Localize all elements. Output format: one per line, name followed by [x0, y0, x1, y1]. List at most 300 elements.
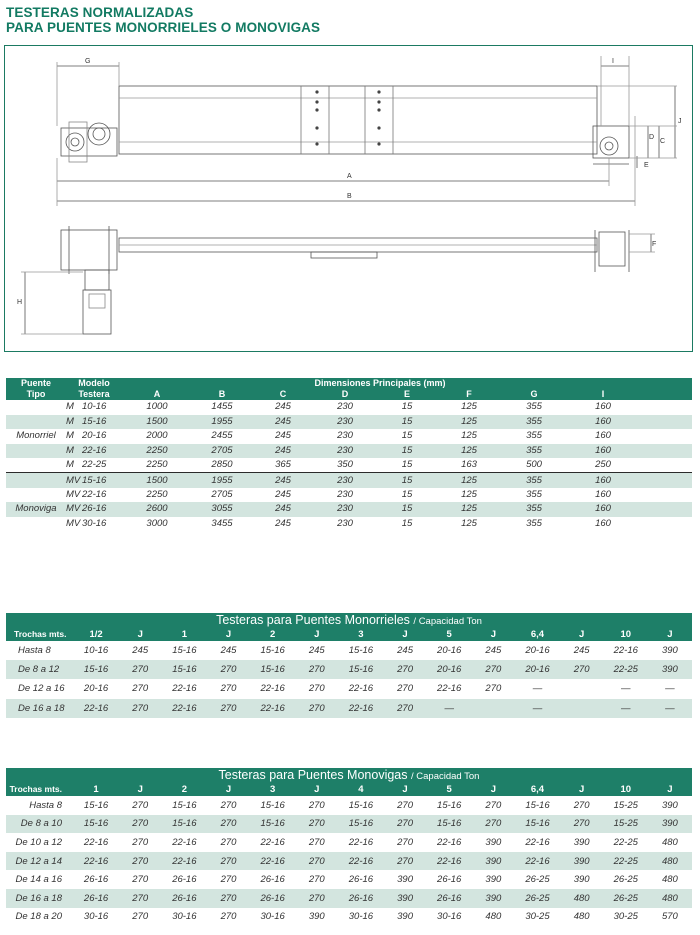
header-col: 4 — [339, 782, 383, 796]
table-row — [6, 870, 692, 889]
cell-value: 270 — [118, 889, 162, 908]
cell-tipo — [6, 517, 66, 532]
cell-value: 270 — [220, 874, 237, 886]
cell-model: 15-16 — [82, 473, 122, 488]
cell-trocha: Hasta 8 — [29, 799, 62, 811]
cell-value: 15 — [376, 502, 438, 517]
cell-value: 22-16 — [162, 699, 206, 718]
cell-value: 26-16 — [83, 874, 109, 886]
cell-value: 570 — [661, 911, 678, 923]
cell-value: 270 — [118, 815, 162, 834]
header-f: F — [438, 389, 500, 400]
cell-value: — — [665, 683, 675, 695]
cell-value: 15-16 — [525, 799, 550, 811]
cell-value: 270 — [383, 815, 427, 834]
cell-value: 15-16 — [339, 815, 383, 834]
cell-value: 2250 — [122, 444, 192, 459]
cell-value: 125 — [461, 518, 477, 530]
header-c: C — [252, 389, 314, 400]
cell-value: 160 — [568, 502, 638, 517]
cell-trocha: De 16 a 18 — [6, 699, 74, 718]
cell-value: 30-25 — [613, 911, 638, 923]
cell-value: 2000 — [146, 430, 168, 442]
monovigas-subtitle: / Capacidad Ton — [410, 771, 480, 782]
cell-prefix: M — [66, 444, 82, 459]
cell-value: 125 — [438, 473, 500, 488]
cell-value: 15-16 — [251, 815, 295, 834]
cell-value: 270 — [220, 683, 237, 695]
cell-prefix: MV — [66, 518, 81, 530]
cell-value: 480 — [648, 852, 692, 871]
header-col: J — [648, 782, 692, 796]
header-col: J — [560, 627, 604, 641]
cell-value: 270 — [485, 683, 502, 695]
dimension-row — [6, 517, 692, 532]
table-row — [6, 699, 692, 718]
cell-value: 125 — [461, 430, 477, 442]
right-end-truck — [593, 126, 629, 158]
cell-model: 22-16 — [82, 488, 107, 500]
cell-value: 1000 — [146, 401, 168, 413]
cell-value: 270 — [308, 799, 325, 811]
label-d: D — [649, 134, 655, 141]
cell-value: 270 — [295, 660, 339, 679]
cell-value: 270 — [471, 815, 515, 834]
label-a: A — [347, 173, 352, 180]
cell-value: 245 — [252, 415, 314, 430]
cell-value: 15-16 — [162, 815, 206, 834]
cell-value: 15 — [401, 518, 413, 530]
cell-value: 480 — [661, 874, 678, 886]
cell-value: 26-16 — [348, 874, 374, 886]
cell-value: 270 — [206, 815, 250, 834]
cell-tipo — [6, 473, 66, 488]
cell-value: 245 — [397, 645, 413, 657]
cell-value: 270 — [471, 660, 515, 679]
cell-value: — — [648, 699, 692, 718]
monorrieles-title-bar — [6, 613, 692, 627]
monovigas-table — [6, 782, 692, 926]
cell-value: 15-16 — [515, 815, 559, 834]
cell-value: 22-16 — [437, 836, 462, 848]
cell-value: 245 — [252, 473, 314, 488]
cell-trocha: De 10 a 12 — [15, 836, 62, 848]
header-col: 2 — [251, 627, 295, 641]
cell-value: 22-16 — [172, 683, 197, 695]
cell-empty — [638, 517, 692, 532]
cell-value: 3055 — [192, 502, 252, 517]
cell-value: 355 — [526, 430, 542, 442]
cell-value: 15 — [401, 401, 413, 413]
cell-value: 30-16 — [172, 911, 197, 923]
cell-trocha: De 8 a 10 — [6, 815, 74, 834]
cell-model: 15-16 — [82, 415, 122, 430]
cell-value: 270 — [295, 889, 339, 908]
header-col: J — [648, 627, 692, 641]
cell-value: 365 — [275, 459, 291, 471]
cell-value: 245 — [252, 444, 314, 459]
table-row — [6, 833, 692, 852]
header-col: J — [383, 627, 427, 641]
cell-value: 250 — [595, 459, 611, 471]
cell-value: 355 — [500, 444, 568, 459]
cell-value — [471, 699, 515, 718]
cell-tipo — [6, 444, 66, 459]
cell-value: 160 — [568, 473, 638, 488]
cell-value: 270 — [132, 911, 149, 923]
cell-value: 245 — [308, 645, 325, 657]
cell-value: 125 — [461, 488, 477, 500]
header-col: 1/2 — [74, 627, 118, 641]
cell-value: 15-16 — [339, 660, 383, 679]
cell-value: 270 — [220, 799, 237, 811]
cell-value: 355 — [526, 518, 542, 530]
cell-value: 390 — [383, 889, 427, 908]
cell-tipo — [6, 458, 66, 473]
cell-value: 26-25 — [525, 874, 550, 886]
cell-value: 125 — [438, 415, 500, 430]
cell-value: 270 — [132, 799, 149, 811]
cell-value: 22-25 — [613, 836, 638, 848]
cell-value: 2250 — [146, 488, 168, 500]
cell-value: 26-16 — [437, 874, 462, 886]
cell-value: 245 — [220, 645, 237, 657]
header-d: D — [314, 389, 376, 400]
cell-prefix: M — [66, 401, 74, 413]
monorrieles-subtitle: / Capacidad Ton — [413, 616, 482, 627]
page-title — [6, 5, 320, 35]
cell-value: 390 — [471, 889, 515, 908]
cell-empty — [638, 458, 692, 473]
cell-value: 270 — [132, 874, 149, 886]
cell-value: 22-16 — [525, 836, 550, 848]
header-tipo: Tipo — [6, 389, 66, 400]
cell-value: 15 — [376, 444, 438, 459]
cell-value: 270 — [206, 699, 250, 718]
cell-value: 15 — [401, 488, 413, 500]
cell-value: 22-16 — [162, 852, 206, 871]
cell-value: 270 — [118, 852, 162, 871]
cell-tipo — [6, 488, 66, 503]
cell-value: 15-16 — [74, 660, 118, 679]
cell-value: 26-16 — [427, 889, 471, 908]
cell-value: 355 — [500, 473, 568, 488]
label-f: F — [652, 241, 657, 248]
cell-value: 390 — [560, 852, 604, 871]
cell-value: 30-16 — [83, 911, 109, 923]
cell-value: 26-25 — [515, 889, 559, 908]
cell-value: 390 — [661, 799, 678, 811]
cell-value: 480 — [560, 889, 604, 908]
cell-value: 15 — [401, 459, 413, 471]
cell-value: 30-16 — [348, 911, 374, 923]
cell-value: 20-16 — [427, 660, 471, 679]
cell-value: 230 — [337, 430, 353, 442]
cell-value: 22-16 — [427, 852, 471, 871]
cell-value: 15-16 — [251, 660, 295, 679]
cell-value: 26-25 — [604, 889, 648, 908]
cell-tipo — [6, 415, 66, 430]
cell-value: 22-16 — [74, 852, 118, 871]
cell-value: 22-16 — [74, 699, 118, 718]
header-col: 10 — [604, 627, 648, 641]
cell-value: 160 — [595, 401, 611, 413]
cell-trocha: Hasta 8 — [18, 645, 51, 657]
table-row — [6, 796, 692, 815]
cell-value: 390 — [573, 836, 590, 848]
header-col: J — [295, 782, 339, 796]
cell-value: 270 — [206, 852, 250, 871]
cell-trocha: De 12 a 14 — [6, 852, 74, 871]
label-b: B — [347, 193, 352, 200]
cell-value: 160 — [568, 444, 638, 459]
cell-value — [560, 699, 604, 718]
cell-value: 22-16 — [260, 683, 285, 695]
cell-value: 160 — [595, 430, 611, 442]
cell-value: 160 — [568, 415, 638, 430]
cell-value: 270 — [397, 836, 413, 848]
dimension-row — [6, 429, 692, 444]
header-trochas: Trochas mts. — [6, 782, 74, 796]
cell-value: 390 — [471, 852, 515, 871]
cell-value: 270 — [132, 683, 149, 695]
cell-value: 390 — [397, 874, 413, 886]
cell-value: 22-16 — [613, 645, 638, 657]
cell-value: 15-16 — [83, 799, 109, 811]
cell-empty — [638, 488, 692, 503]
dimension-row — [6, 488, 692, 503]
cell-value: 230 — [314, 444, 376, 459]
label-c: C — [660, 138, 666, 145]
cell-value: 245 — [275, 430, 291, 442]
cell-trocha: De 14 a 16 — [15, 874, 62, 886]
cell-value: 163 — [461, 459, 477, 471]
cell-model: 26-16 — [82, 502, 122, 517]
cell-value: 22-16 — [339, 852, 383, 871]
cell-value: 15 — [401, 430, 413, 442]
cell-value: 1500 — [122, 415, 192, 430]
cell-value: 22-16 — [172, 836, 197, 848]
cell-value: 390 — [661, 645, 678, 657]
header-trochas: Trochas mts. — [6, 627, 74, 641]
header-modelo: Modelo — [66, 378, 122, 389]
cell-value: 15-16 — [348, 645, 374, 657]
header-col: 3 — [339, 627, 383, 641]
cell-value: 22-16 — [348, 683, 374, 695]
cell-prefix: MV — [66, 488, 81, 500]
cell-value: 480 — [661, 836, 678, 848]
cell-value: 15 — [376, 473, 438, 488]
cell-model: 10-16 — [82, 401, 107, 413]
cell-value: 355 — [526, 488, 542, 500]
cell-prefix: M — [66, 415, 82, 430]
cell-value: — — [621, 683, 631, 695]
monorrieles-title: Testeras para Puentes Monorrieles — [216, 613, 410, 627]
header-col: J — [471, 782, 515, 796]
left-end-truck — [61, 128, 117, 156]
cell-model: 22-25 — [82, 459, 107, 471]
cell-value: 270 — [383, 660, 427, 679]
cell-value: 1500 — [122, 473, 192, 488]
cell-value: 22-25 — [604, 852, 648, 871]
cell-value: 230 — [314, 473, 376, 488]
header-a: A — [122, 389, 192, 400]
title-line-2: PARA PUENTES MONORRIELES O MONOVIGAS — [6, 20, 321, 35]
cell-value: 245 — [275, 488, 291, 500]
cell-value: 390 — [573, 874, 590, 886]
cell-empty — [638, 473, 692, 488]
cell-value: 15-16 — [260, 645, 285, 657]
header-col: 10 — [604, 782, 648, 796]
cell-value: 22-16 — [515, 852, 559, 871]
cell-value: 10-16 — [83, 645, 109, 657]
dimension-row — [6, 502, 692, 517]
cell-value: 480 — [573, 911, 590, 923]
monorrieles-table — [6, 627, 692, 718]
title-line-1: TESTERAS NORMALIZADAS — [6, 5, 194, 20]
cell-value: 26-16 — [172, 874, 197, 886]
cell-value: 30-25 — [525, 911, 550, 923]
cell-value: 480 — [648, 889, 692, 908]
cell-value: 26-16 — [74, 889, 118, 908]
cell-value: 230 — [314, 502, 376, 517]
dimensions-table — [6, 378, 692, 531]
cell-value: 3000 — [146, 518, 168, 530]
cell-value: 230 — [337, 401, 353, 413]
cell-value: 270 — [118, 699, 162, 718]
cell-value: 350 — [337, 459, 353, 471]
cell-trocha: De 18 a 20 — [15, 911, 62, 923]
cell-value: 160 — [595, 488, 611, 500]
cell-value: 1455 — [211, 401, 233, 413]
header-col: 6,4 — [515, 782, 559, 796]
cell-model: 20-16 — [82, 430, 107, 442]
cell-value: 125 — [438, 502, 500, 517]
cell-value: 270 — [295, 815, 339, 834]
header-col: 6,4 — [515, 627, 559, 641]
cell-value: 245 — [275, 518, 291, 530]
cell-prefix: MV — [66, 502, 82, 517]
cell-tipo — [6, 400, 66, 415]
cell-value: 2250 — [146, 459, 168, 471]
cell-value: 245 — [252, 502, 314, 517]
cell-value: 22-16 — [260, 836, 285, 848]
header-col: J — [118, 782, 162, 796]
cell-value: 390 — [308, 911, 325, 923]
beam-top-view — [119, 86, 597, 154]
header-col: J — [206, 782, 250, 796]
label-h: H — [17, 299, 23, 306]
cell-value: 270 — [295, 699, 339, 718]
header-testera: Testera — [66, 389, 122, 400]
cell-empty — [638, 429, 692, 444]
technical-drawing — [4, 45, 693, 352]
cell-value: 2705 — [192, 444, 252, 459]
cell-value: 2705 — [211, 488, 233, 500]
cell-prefix: M — [66, 430, 74, 442]
cell-value: — — [427, 699, 471, 718]
cell-value: 20-16 — [83, 683, 109, 695]
cell-value: 245 — [485, 645, 502, 657]
cell-value: 270 — [308, 874, 325, 886]
cell-value: 30-16 — [437, 911, 462, 923]
cell-value: 390 — [397, 911, 413, 923]
cell-value: 390 — [485, 874, 502, 886]
cell-value: 2600 — [122, 502, 192, 517]
cell-value: 355 — [500, 415, 568, 430]
cell-value: 270 — [206, 660, 250, 679]
cell-value: 390 — [485, 836, 502, 848]
drawing-svg — [5, 46, 694, 353]
dimension-row — [6, 415, 692, 430]
label-i: I — [612, 58, 614, 65]
cell-value: 245 — [132, 645, 149, 657]
cell-value: 230 — [337, 518, 353, 530]
cell-value: 26-16 — [162, 889, 206, 908]
cell-value: 1955 — [192, 415, 252, 430]
header-col: J — [471, 627, 515, 641]
cell-value: 15-16 — [437, 799, 462, 811]
table-row — [6, 641, 692, 660]
monovigas-title: Testeras para Puentes Monovigas — [218, 768, 408, 782]
cell-value: 15-25 — [613, 799, 638, 811]
cell-value: 20-16 — [437, 645, 462, 657]
header-col: J — [383, 782, 427, 796]
cell-value: 245 — [275, 401, 291, 413]
cell-trocha: De 8 a 12 — [6, 660, 74, 679]
dimension-row — [6, 444, 692, 459]
header-puente: Puente — [6, 378, 66, 389]
motor — [83, 290, 111, 334]
cell-trocha: De 12 a 16 — [18, 683, 65, 695]
cell-value: 15-16 — [348, 799, 374, 811]
header-col: J — [118, 627, 162, 641]
cell-value: 22-16 — [251, 852, 295, 871]
cell-value: 270 — [220, 911, 237, 923]
cell-value: 230 — [337, 488, 353, 500]
cell-value: 355 — [500, 502, 568, 517]
cell-model: 30-16 — [82, 518, 107, 530]
cell-value: 390 — [648, 660, 692, 679]
cell-value: 270 — [383, 852, 427, 871]
cell-value: 26-16 — [260, 874, 285, 886]
cell-value: 15-16 — [172, 645, 197, 657]
cell-value: 245 — [573, 645, 590, 657]
cell-value: 3455 — [211, 518, 233, 530]
cell-value: 22-16 — [437, 683, 462, 695]
cell-value: 480 — [485, 911, 502, 923]
header-col: J — [560, 782, 604, 796]
cell-value: 22-16 — [83, 836, 109, 848]
table-row — [6, 908, 692, 927]
cell-value: 270 — [397, 799, 413, 811]
cell-value: 355 — [526, 401, 542, 413]
cell-value: 125 — [438, 444, 500, 459]
header-col: 5 — [427, 782, 471, 796]
cell-value: 15-16 — [172, 799, 197, 811]
cell-empty — [638, 444, 692, 459]
cell-prefix: MV — [66, 473, 82, 488]
cell-value: 22-16 — [348, 836, 374, 848]
cell-tipo: Monoviga — [6, 502, 66, 517]
header-dimensiones: Dimensiones Principales (mm) — [122, 378, 638, 389]
header-i: I — [568, 389, 638, 400]
header-e: E — [376, 389, 438, 400]
cell-value: 270 — [573, 799, 590, 811]
header-col: 2 — [162, 782, 206, 796]
cell-value: 30-16 — [260, 911, 285, 923]
table-row — [6, 679, 692, 698]
